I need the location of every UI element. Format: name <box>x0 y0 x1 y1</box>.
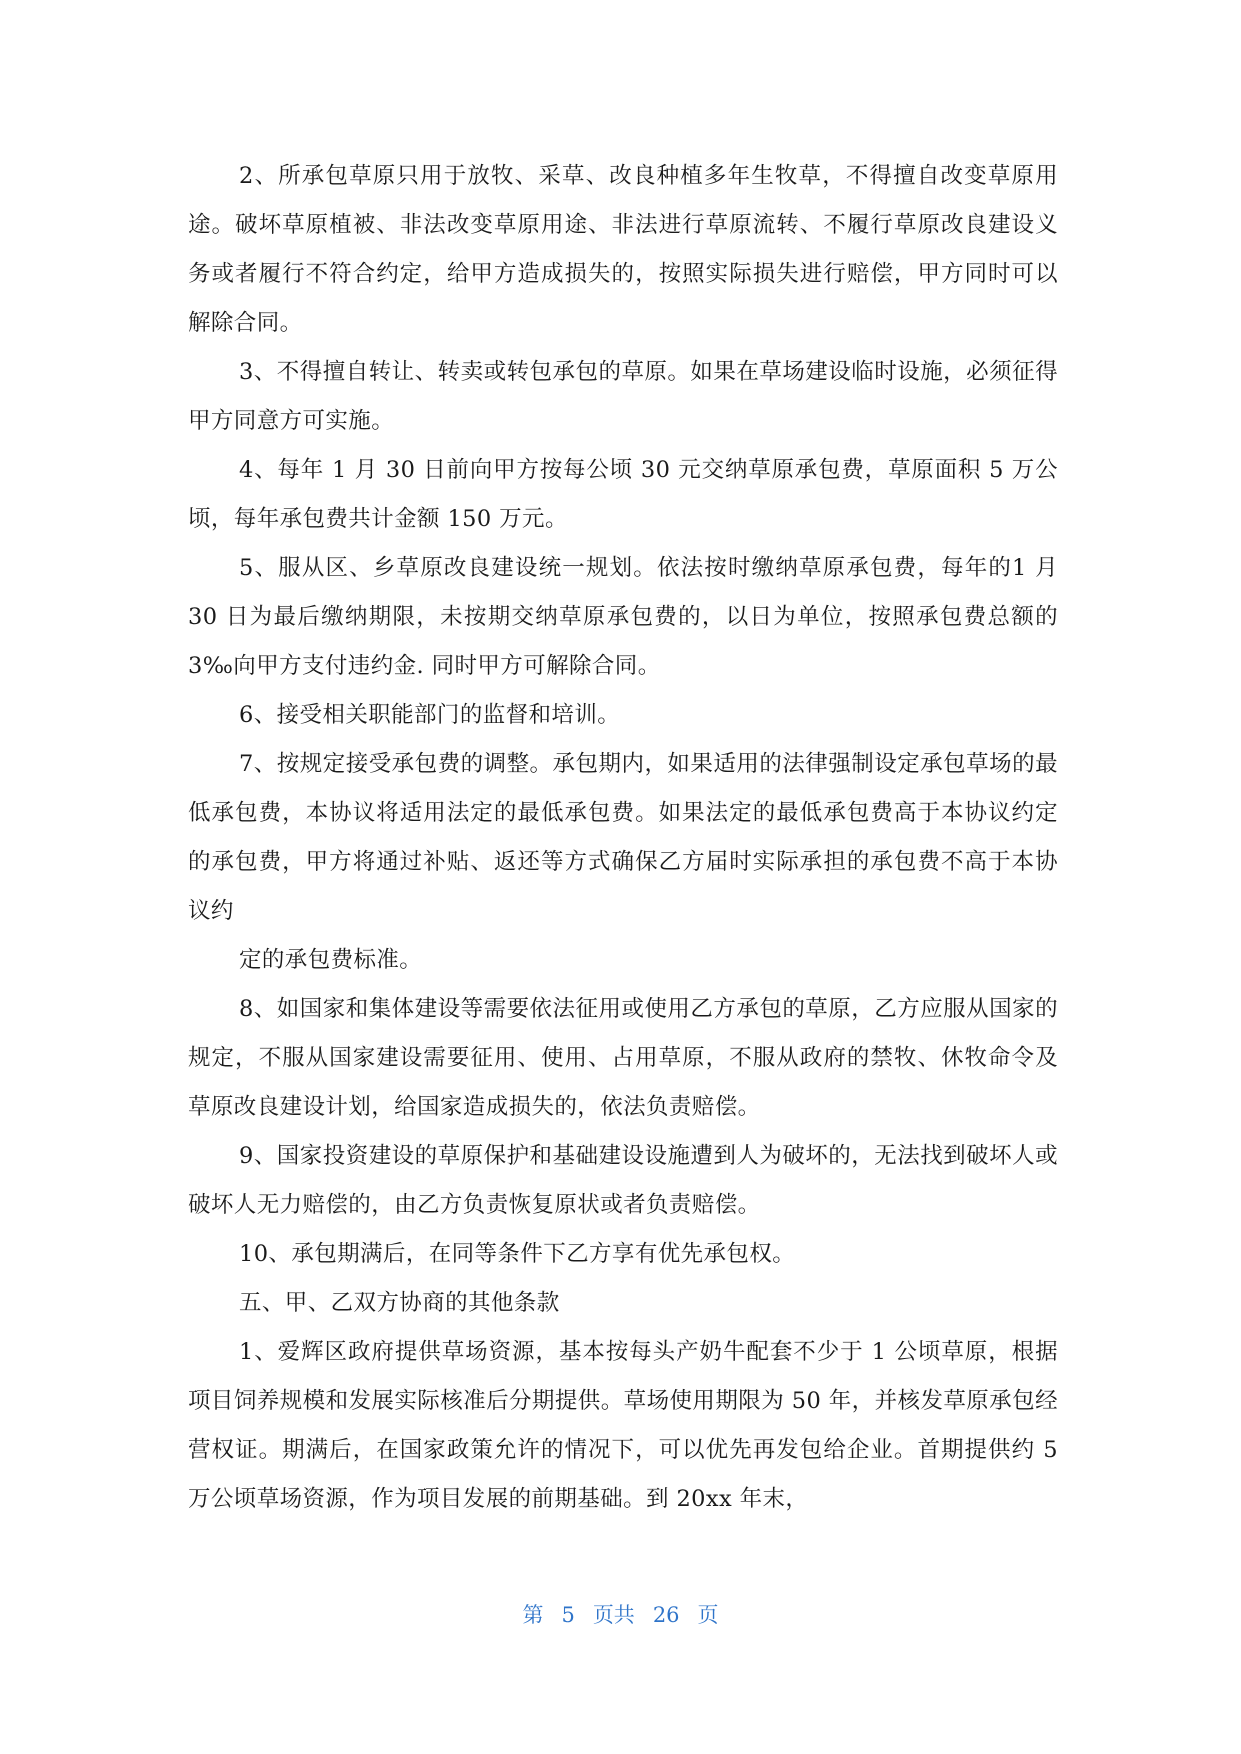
paragraph-other-terms-1: 1、爱辉区政府提供草场资源，基本按每头产奶牛配套不少于 1 公顷草原，根据项目饲养规模和发展实际核准后分期提供。草场使用期限为 50 年，并核发草原承包经营权证。期满后，在国家政策允许的情况下，可以优先再发包给企业。首期提供约 5 万公顷草场资源，作为项目发展的前期基础。到 20xx 年末， <box>188 1339 1058 1512</box>
paragraph-clause-10: 10、承包期满后，在同等条件下乙方享有优先承包权。 <box>239 1241 796 1267</box>
footer-current-page: 5 <box>561 1603 575 1627</box>
paragraph-clause-5: 5、服从区、乡草原改良建设统一规划。依法按时缴纳草原承包费，每年的1 月 30 日为最后缴纳期限，未按期交纳草原承包费的，以日为单位，按照承包费总额的 3‰向甲方支付违约金. 同时甲方可解除合同。 <box>188 555 1058 679</box>
document-body <box>188 152 1058 1524</box>
paragraph-clause-2: 2、所承包草原只用于放牧、采草、改良种植多年生牧草，不得擅自改变草原用途。破坏草原植被、非法改变草原用途、非法进行草原流转、不履行草原改良建设义务或者履行不符合约定，给甲方造成损失的，按照实际损失进行赔偿，甲方同时可以解除合同。 <box>188 163 1058 336</box>
paragraph-clause-6: 6、接受相关职能部门的监督和培训。 <box>239 702 621 728</box>
paragraph-clause-8: 8、如国家和集体建设等需要依法征用或使用乙方承包的草原，乙方应服从国家的规定，不服从国家建设需要征用、使用、占用草原，不服从政府的禁牧、休牧命令及草原改良建设计划，给国家造成损失的，依法负责赔偿。 <box>188 996 1058 1120</box>
footer-middle: 页共 <box>592 1603 635 1627</box>
paragraph-clause-3: 3、不得擅自转让、转卖或转包承包的草原。如果在草场建设临时设施，必须征得甲方同意方可实施。 <box>188 359 1058 434</box>
paragraph-clause-4: 4、每年 1 月 30 日前向甲方按每公顷 30 元交纳草原承包费，草原面积 5 万公顷，每年承包费共计金额 150 万元。 <box>188 457 1058 532</box>
paragraph-clause-9: 9、国家投资建设的草原保护和基础建设设施遭到人为破坏的，无法找到破坏人或破坏人无力赔偿的，由乙方负责恢复原状或者负责赔偿。 <box>188 1143 1058 1218</box>
paragraph-clause-7-continued: 定的承包费标准。 <box>239 947 423 973</box>
paragraph-clause-7: 7、按规定接受承包费的调整。承包期内，如果适用的法律强制设定承包草场的最低承包费，本协议将适用法定的最低承包费。如果法定的最低承包费高于本协议约定的承包费，甲方将通过补贴、返还等方式确保乙方届时实际承担的承包费不高于本协议约 <box>188 751 1058 924</box>
section-heading-other-terms: 五、甲、乙双方协商的其他条款 <box>239 1290 560 1316</box>
page-footer <box>0 1599 1241 1629</box>
footer-total-pages: 26 <box>652 1603 680 1627</box>
footer-suffix: 页 <box>697 1603 719 1627</box>
footer-prefix: 第 <box>522 1603 544 1627</box>
